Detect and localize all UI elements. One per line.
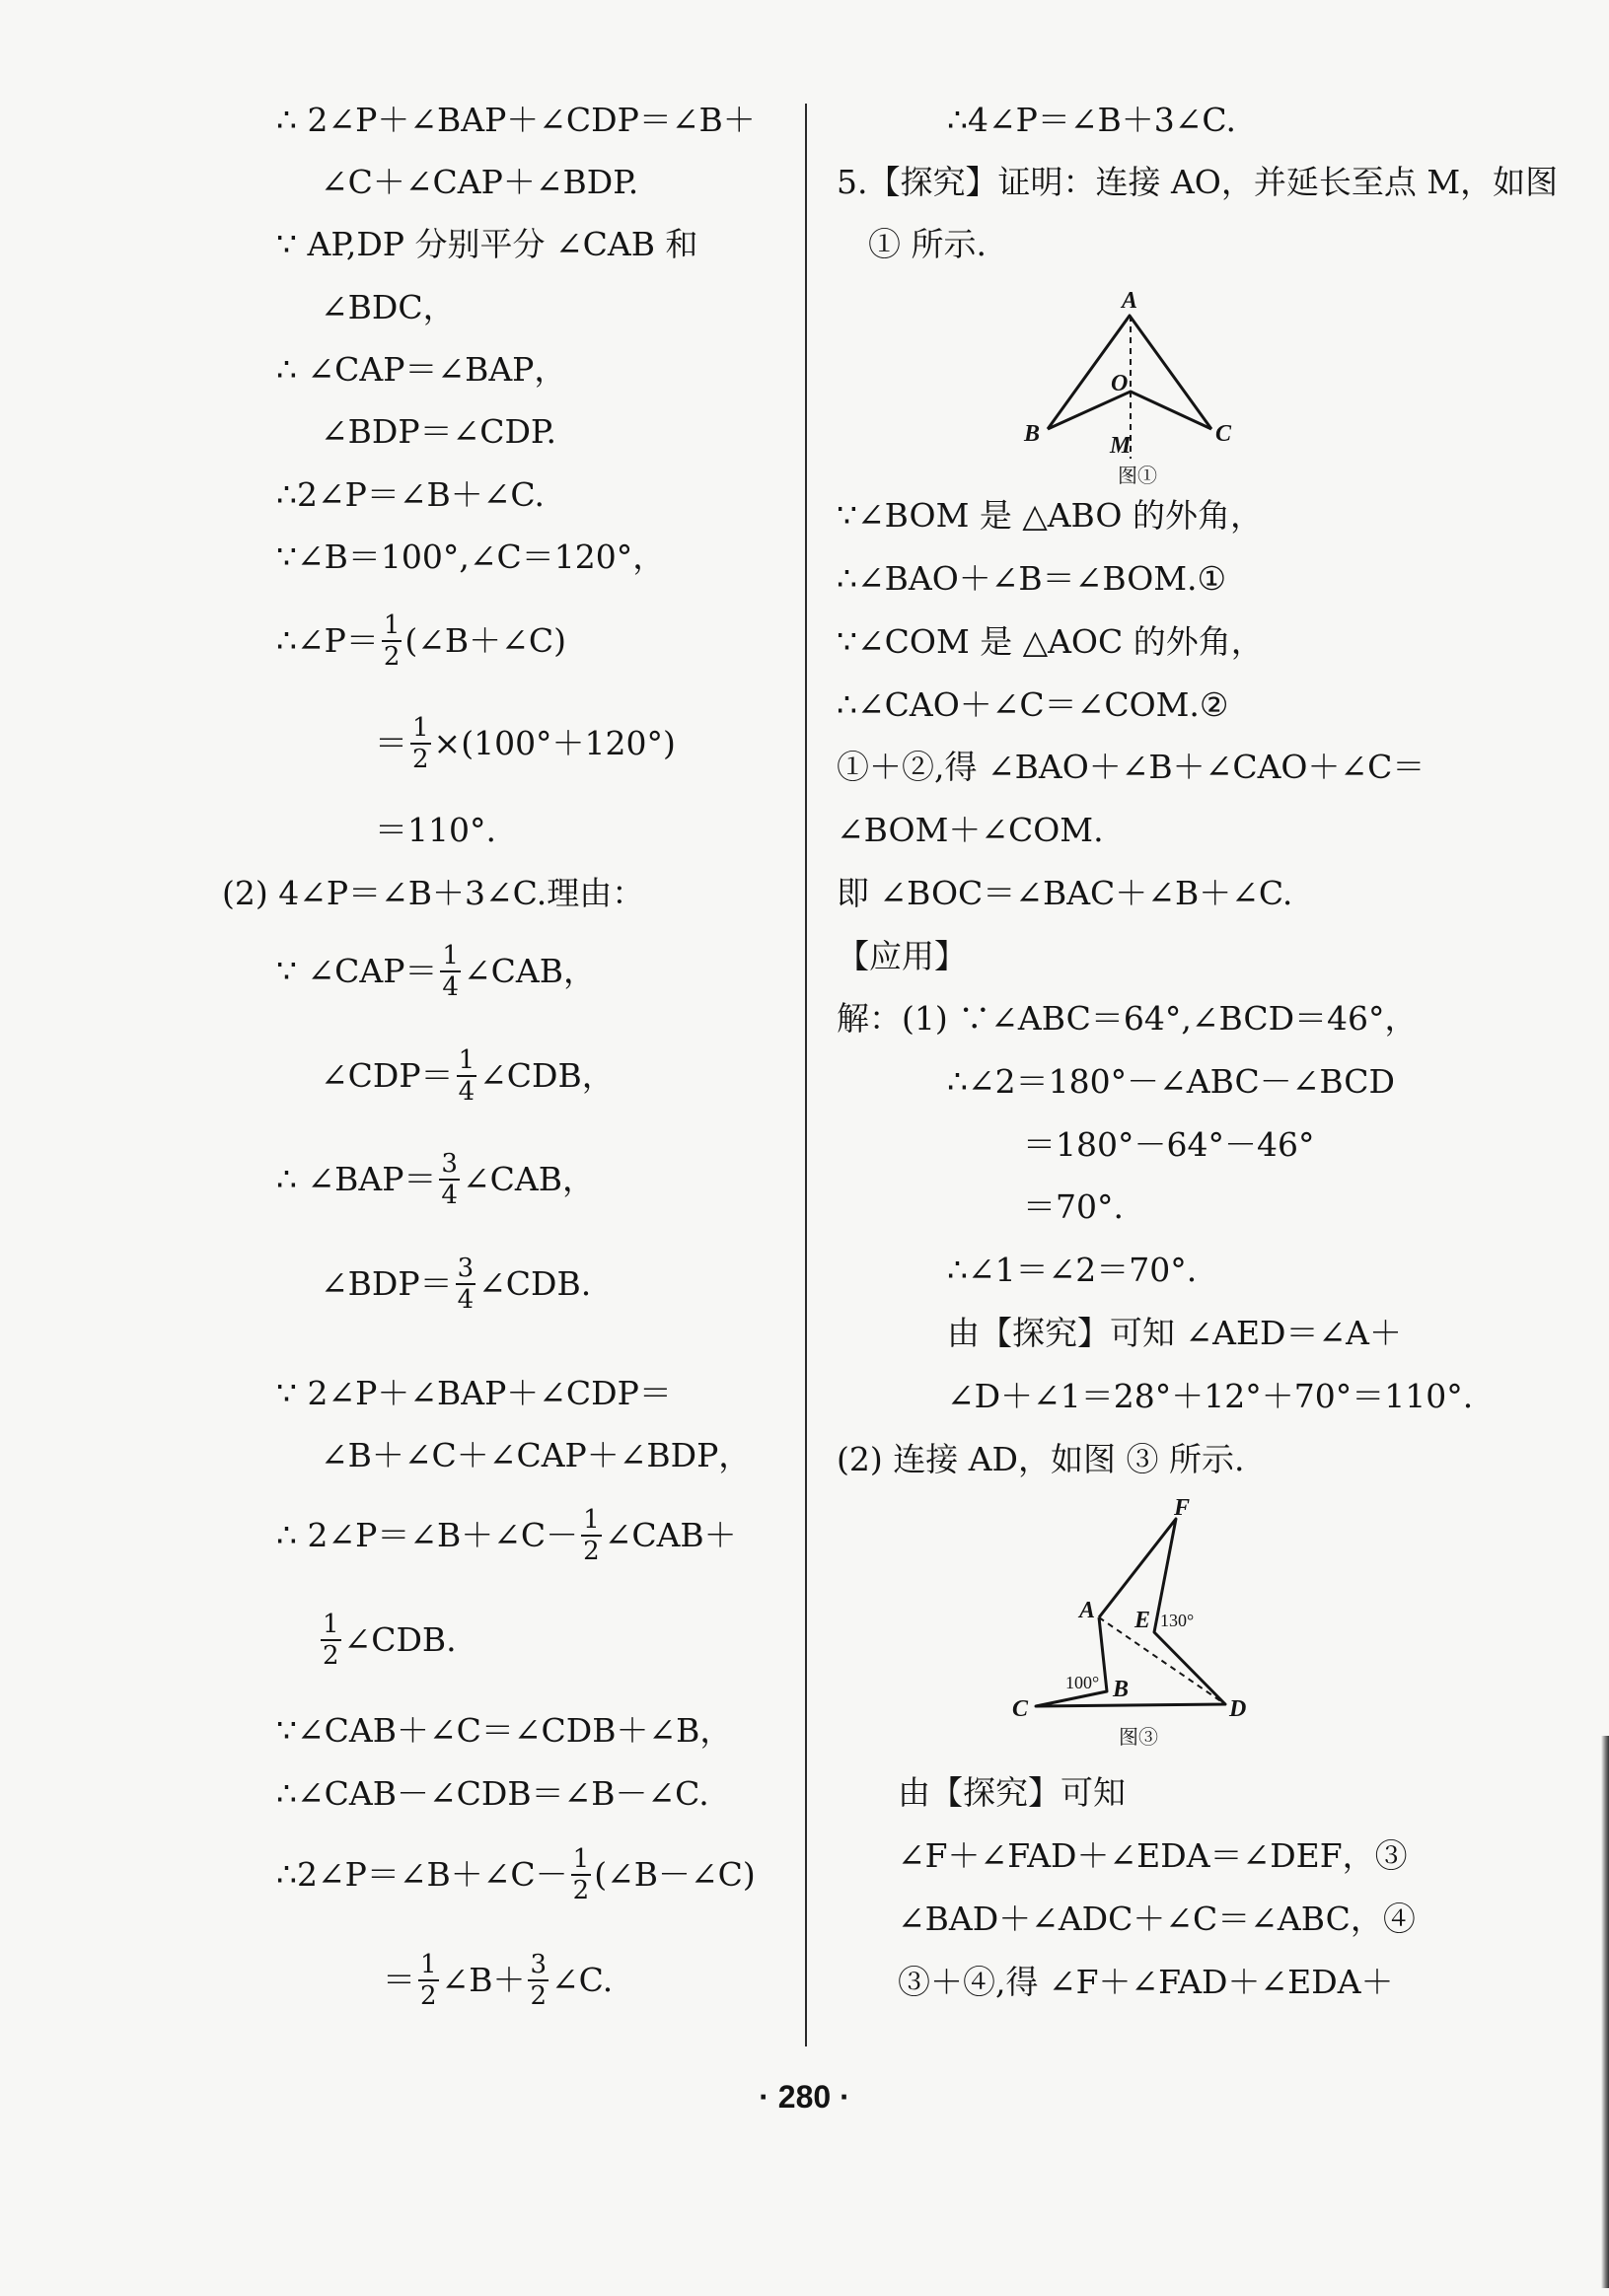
equation-line	[321, 1046, 615, 1106]
equation-text: ＝	[383, 1961, 415, 1999]
fraction-numerator: 3	[441, 1149, 458, 1179]
equation-text: ∠CDP＝	[321, 1056, 454, 1095]
equation-line	[276, 942, 596, 1001]
point-label-b: B	[1024, 421, 1041, 447]
fraction-numerator: 3	[530, 1950, 547, 1979]
text-line: 解：(1) ∵∠ABC＝64°,∠BCD＝46°，	[837, 999, 1418, 1038]
fraction	[321, 1610, 341, 1671]
fraction	[528, 1950, 549, 2011]
fraction	[456, 1254, 476, 1315]
equation-line	[276, 1150, 595, 1209]
text-line: ∠BDP＝∠CDP.	[321, 412, 556, 451]
equation-text: ∠CAB，	[462, 1160, 595, 1198]
equation-text: ×(100°＋120°)	[433, 724, 676, 762]
text-line: ∠BOM＋∠COM.	[837, 811, 1104, 849]
angle-label-e: 130°	[1160, 1611, 1195, 1630]
text-line: ∵∠CAB＋∠C＝∠CDB＋∠B，	[276, 1711, 733, 1750]
text-line: ∵∠BOM 是 △ABO 的外角，	[837, 496, 1263, 535]
column-divider	[805, 104, 807, 2046]
text-line: ∴4∠P＝∠B＋3∠C.	[947, 101, 1236, 139]
fraction-denominator: 2	[572, 1876, 590, 1905]
equation-line	[276, 1506, 737, 1565]
equation-text: ∠B＋	[441, 1961, 526, 1999]
text-line: ∵∠B＝100°,∠C＝120°，	[276, 538, 666, 576]
text-line: 即 ∠BOC＝∠BAC＋∠B＋∠C.	[837, 874, 1293, 912]
point-label-m: M	[1110, 433, 1132, 459]
equation-line	[321, 1255, 591, 1314]
text-line: ∵ AP,DP 分别平分 ∠CAB 和	[276, 225, 698, 263]
fraction-numerator: 1	[442, 941, 459, 970]
text-line: 5.【探究】证明：连接 AO，并延长至点 M，如图	[837, 163, 1559, 201]
fraction-numerator: 1	[583, 1505, 600, 1535]
text-line: (2) 连接 AD，如图 ③ 所示.	[837, 1440, 1245, 1478]
figure-3-polygon	[1036, 1519, 1225, 1706]
text-line: ∴∠CAB－∠CDB＝∠B－∠C.	[276, 1774, 709, 1813]
equation-line	[318, 1611, 457, 1670]
equation-text: (∠B＋∠C)	[404, 621, 566, 660]
equation-text: ∴ 2∠P＝∠B＋∠C－	[276, 1516, 579, 1554]
text-line: ① 所示.	[868, 225, 987, 263]
fraction-denominator: 2	[583, 1537, 600, 1566]
text-line: ∵ 2∠P＋∠BAP＋∠CDP＝	[276, 1374, 672, 1412]
text-line: ∠F＋∠FAD＋∠EDA＝∠DEF，③	[898, 1836, 1408, 1875]
text-line: (2) 4∠P＝∠B＋3∠C.理由：	[222, 874, 645, 912]
fraction-numerator: 1	[412, 713, 429, 743]
text-line: ∠D＋∠1＝28°＋12°＋70°＝110°.	[947, 1377, 1474, 1415]
equation-line	[383, 1951, 613, 2010]
fraction-numerator: 1	[323, 1610, 339, 1639]
point-label-a: A	[1122, 288, 1138, 314]
fraction-denominator: 2	[530, 1981, 547, 2011]
point-label-d: D	[1229, 1696, 1247, 1722]
equation-text: ＝	[375, 724, 407, 762]
fraction	[439, 1149, 460, 1210]
text-line: ∠C＋∠CAP＋∠BDP.	[321, 163, 639, 201]
equation-text: ∠CDB，	[479, 1056, 615, 1095]
point-label-e: E	[1134, 1608, 1151, 1633]
page-number: · 280 ·	[759, 2079, 850, 2115]
point-label-f: F	[1174, 1495, 1191, 1521]
fraction-numerator: 1	[383, 610, 401, 640]
figure-1-caption: 图①	[1118, 466, 1157, 487]
text-line: ＝180°－64°－46°	[1023, 1125, 1315, 1164]
figure-3-caption: 图③	[1119, 1727, 1158, 1749]
text-line: ∴ ∠CAP＝∠BAP，	[276, 350, 567, 389]
fraction	[382, 610, 402, 672]
equation-text: ∠CDB.	[478, 1264, 592, 1303]
point-label-b: B	[1113, 1677, 1130, 1702]
equation-text: (∠B－∠C)	[594, 1855, 756, 1894]
text-line: ∵∠COM 是 △AOC 的外角，	[837, 622, 1264, 661]
fraction-numerator: 1	[572, 1844, 590, 1874]
fraction	[418, 1950, 439, 2011]
equation-line	[276, 1845, 756, 1904]
text-line: ∠B＋∠C＋∠CAP＋∠BDP，	[321, 1436, 752, 1474]
equation-text: ∴∠P＝	[276, 621, 379, 660]
fraction	[581, 1505, 602, 1566]
fraction-denominator: 4	[457, 1285, 475, 1315]
text-line: ＝70°.	[1023, 1187, 1124, 1226]
point-label-a: A	[1079, 1598, 1096, 1623]
fraction-denominator: 2	[420, 1981, 437, 2011]
equation-text: ∠CAB＋	[604, 1516, 737, 1554]
section-heading: 【应用】	[837, 937, 967, 975]
equation-line	[375, 714, 676, 773]
text-line: ∴∠2＝180°－∠ABC－∠BCD	[947, 1062, 1395, 1101]
equation-text: ∵ ∠CAP＝	[276, 952, 438, 990]
text-line: 由【探究】可知	[898, 1773, 1126, 1812]
figure-3	[996, 1489, 1273, 1756]
fraction	[410, 713, 431, 774]
fraction-numerator: 1	[420, 1950, 437, 1979]
fraction-denominator: 2	[383, 642, 401, 672]
point-label-c: C	[1215, 421, 1232, 447]
text-line: ∴∠BAO＋∠B＝∠BOM.①	[837, 559, 1227, 598]
figure-3-drawing	[996, 1489, 1273, 1756]
page-edge-shadow	[1601, 1736, 1609, 2288]
fraction-denominator: 4	[441, 1181, 458, 1210]
fraction-denominator: 2	[412, 745, 429, 774]
text-line: ∴∠1＝∠2＝70°.	[947, 1251, 1198, 1289]
text-line: ∠BAD＋∠ADC＋∠C＝∠ABC，④	[898, 1900, 1416, 1938]
text-line: ①＋②,得 ∠BAO＋∠B＋∠CAO＋∠C＝	[837, 748, 1426, 786]
fraction-numerator: 1	[458, 1045, 475, 1075]
angle-label-b: 100°	[1065, 1673, 1100, 1692]
text-line: ∴ 2∠P＋∠BAP＋∠CDP＝∠B＋	[276, 101, 756, 139]
equation-text: ∠C.	[551, 1961, 614, 1999]
text-line: ∴2∠P＝∠B＋∠C.	[276, 475, 545, 514]
point-label-o: O	[1111, 371, 1129, 396]
figure-1	[1006, 281, 1263, 493]
fraction	[440, 941, 461, 1002]
equation-text: ∠BDP＝	[321, 1264, 453, 1303]
equation-line	[276, 611, 566, 671]
fraction-denominator: 2	[323, 1641, 339, 1671]
equation-text: ∠CDB.	[343, 1620, 457, 1659]
figure-1-drawing	[1006, 281, 1263, 493]
equation-text: ∴2∠P＝∠B＋∠C－	[276, 1855, 568, 1894]
text-line: ∠BDC，	[321, 288, 456, 326]
equation-text: ∴ ∠BAP＝	[276, 1160, 437, 1198]
text-line: ＝110°.	[375, 811, 496, 849]
fraction-denominator: 4	[458, 1077, 475, 1107]
text-line: ③＋④,得 ∠F＋∠FAD＋∠EDA＋	[898, 1963, 1394, 2001]
fraction	[571, 1844, 592, 1905]
text-line: ∴∠CAO＋∠C＝∠COM.②	[837, 685, 1229, 724]
fraction-numerator: 3	[457, 1254, 475, 1283]
equation-text: ∠CAB，	[463, 952, 596, 990]
text-line: 由【探究】可知 ∠AED＝∠A＋	[947, 1314, 1403, 1352]
fraction	[457, 1045, 477, 1107]
point-label-c: C	[1012, 1696, 1029, 1722]
fraction-denominator: 4	[442, 972, 459, 1002]
